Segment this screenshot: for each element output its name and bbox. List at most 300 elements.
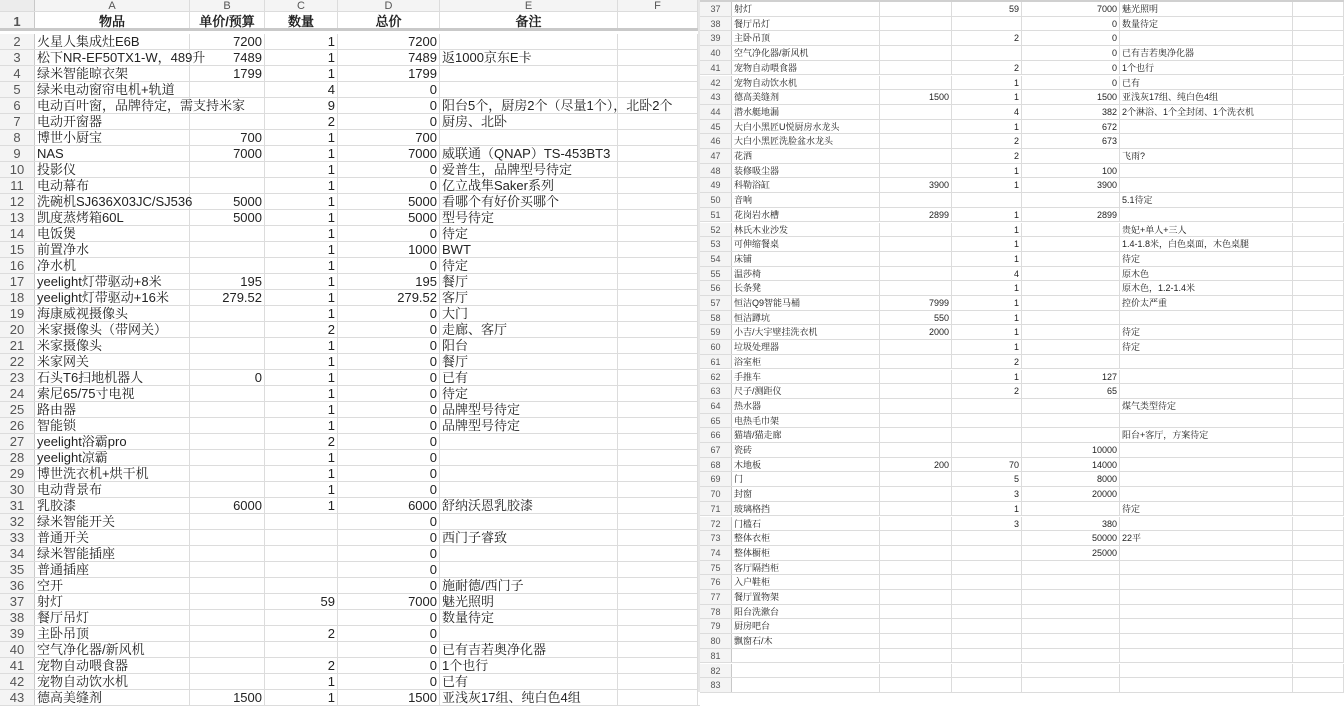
cell-f[interactable] — [618, 338, 698, 353]
cell-c[interactable]: 2 — [952, 31, 1022, 45]
row-header[interactable]: 21 — [0, 338, 35, 353]
cell-e[interactable]: 原木色 — [1120, 267, 1293, 281]
cell-e[interactable]: 餐厅 — [440, 354, 618, 369]
cell-b[interactable] — [190, 626, 265, 641]
cell-e[interactable]: 看哪个有好价买哪个 — [440, 194, 618, 209]
row-header[interactable]: 23 — [0, 370, 35, 385]
cell-b[interactable] — [190, 482, 265, 497]
cell-b[interactable] — [190, 578, 265, 593]
row-header[interactable]: 1 — [0, 12, 35, 28]
header-cell-c[interactable]: 数量 — [265, 12, 338, 28]
cell-f[interactable] — [1293, 17, 1344, 31]
cell-c[interactable]: 4 — [265, 82, 338, 97]
cell-b[interactable]: 5000 — [190, 210, 265, 225]
column-header-e[interactable]: E — [440, 0, 618, 11]
cell-c[interactable] — [952, 193, 1022, 207]
cell-c[interactable] — [952, 664, 1022, 678]
cell-b[interactable] — [880, 590, 952, 604]
cell-a[interactable]: 科勒浴缸 — [732, 178, 880, 192]
cell-c[interactable]: 1 — [265, 130, 338, 145]
cell-f[interactable] — [1293, 149, 1344, 163]
cell-d[interactable] — [1022, 296, 1120, 310]
cell-b[interactable]: 279.52 — [190, 290, 265, 305]
cell-c[interactable] — [265, 610, 338, 625]
cell-b[interactable]: 550 — [880, 311, 952, 325]
cell-c[interactable] — [952, 414, 1022, 428]
cell-a[interactable]: 门 — [732, 472, 880, 486]
cell-e[interactable]: 亿立战隼Saker系列 — [440, 178, 618, 193]
cell-d[interactable] — [1022, 561, 1120, 575]
cell-c[interactable] — [265, 530, 338, 545]
cell-f[interactable] — [1293, 340, 1344, 354]
cell-a[interactable]: 整体橱柜 — [732, 546, 880, 560]
cell-c[interactable]: 1 — [952, 325, 1022, 339]
cell-e[interactable]: 煤气类型待定 — [1120, 399, 1293, 413]
cell-b[interactable] — [880, 193, 952, 207]
cell-f[interactable] — [1293, 164, 1344, 178]
cell-f[interactable] — [1293, 634, 1344, 648]
row-header[interactable]: 68 — [700, 458, 732, 472]
cell-f[interactable] — [618, 242, 698, 257]
cell-f[interactable] — [618, 690, 698, 705]
cell-e[interactable]: 控价太严重 — [1120, 296, 1293, 310]
cell-f[interactable] — [1293, 561, 1344, 575]
cell-a[interactable]: 餐厅吊灯 — [732, 17, 880, 31]
cell-d[interactable]: 0 — [338, 162, 440, 177]
cell-c[interactable]: 2 — [952, 149, 1022, 163]
cell-d[interactable]: 700 — [338, 130, 440, 145]
cell-c[interactable] — [265, 562, 338, 577]
cell-c[interactable] — [952, 428, 1022, 442]
cell-a[interactable]: 乳胶漆 — [35, 498, 190, 513]
cell-b[interactable] — [190, 306, 265, 321]
cell-d[interactable]: 0 — [338, 642, 440, 657]
cell-f[interactable] — [618, 482, 698, 497]
cell-c[interactable]: 1 — [265, 178, 338, 193]
cell-e[interactable] — [1120, 619, 1293, 633]
cell-b[interactable] — [880, 546, 952, 560]
row-header[interactable]: 45 — [700, 120, 732, 134]
cell-d[interactable] — [1022, 575, 1120, 589]
cell-a[interactable]: 客厅隔挡柜 — [732, 561, 880, 575]
cell-d[interactable]: 0 — [338, 674, 440, 689]
cell-b[interactable]: 0 — [190, 370, 265, 385]
cell-a[interactable] — [732, 678, 880, 692]
cell-c[interactable] — [952, 46, 1022, 60]
cell-d[interactable]: 1500 — [1022, 90, 1120, 104]
row-header[interactable]: 71 — [700, 502, 732, 516]
cell-c[interactable]: 2 — [265, 114, 338, 129]
cell-d[interactable]: 0 — [338, 466, 440, 481]
cell-b[interactable] — [880, 472, 952, 486]
row-header[interactable]: 42 — [700, 76, 732, 90]
cell-e[interactable]: 阳台+客厅，方案待定 — [1120, 428, 1293, 442]
cell-f[interactable] — [1293, 90, 1344, 104]
row-header[interactable]: 10 — [0, 162, 35, 177]
cell-f[interactable] — [1293, 619, 1344, 633]
cell-f[interactable] — [618, 450, 698, 465]
cell-e[interactable] — [1120, 634, 1293, 648]
cell-b[interactable] — [880, 399, 952, 413]
cell-f[interactable] — [1293, 355, 1344, 369]
cell-b[interactable] — [880, 605, 952, 619]
cell-b[interactable] — [880, 237, 952, 251]
cell-b[interactable]: 700 — [190, 130, 265, 145]
cell-f[interactable] — [1293, 443, 1344, 457]
cell-a[interactable]: 整体衣柜 — [732, 531, 880, 545]
row-header[interactable]: 69 — [700, 472, 732, 486]
cell-e[interactable]: 5.1待定 — [1120, 193, 1293, 207]
cell-b[interactable] — [880, 428, 952, 442]
cell-b[interactable] — [880, 502, 952, 516]
cell-d[interactable]: 0 — [1022, 61, 1120, 75]
row-header[interactable]: 47 — [700, 149, 732, 163]
cell-a[interactable]: 普通插座 — [35, 562, 190, 577]
cell-a[interactable]: 大白小黑匠洗脸盆水龙头 — [732, 134, 880, 148]
cell-b[interactable]: 7489 — [190, 50, 265, 65]
row-header[interactable]: 22 — [0, 354, 35, 369]
cell-f[interactable] — [1293, 428, 1344, 442]
cell-d[interactable] — [1022, 149, 1120, 163]
cell-e[interactable] — [1120, 31, 1293, 45]
cell-a[interactable]: 封窗 — [732, 487, 880, 501]
right-sheet-pane[interactable] — [700, 0, 1344, 692]
cell-a[interactable]: 普通开关 — [35, 530, 190, 545]
column-header-a[interactable]: A — [35, 0, 190, 11]
row-header[interactable]: 4 — [0, 66, 35, 81]
cell-d[interactable]: 0 — [338, 338, 440, 353]
row-header[interactable]: 31 — [0, 498, 35, 513]
cell-b[interactable]: 7200 — [190, 34, 265, 49]
cell-e[interactable] — [440, 562, 618, 577]
cell-d[interactable]: 0 — [338, 418, 440, 433]
cell-f[interactable] — [1293, 399, 1344, 413]
cell-b[interactable] — [190, 642, 265, 657]
cell-c[interactable]: 1 — [265, 162, 338, 177]
cell-b[interactable] — [880, 664, 952, 678]
cell-d[interactable] — [1022, 502, 1120, 516]
cell-e[interactable]: 西门子睿致 — [440, 530, 618, 545]
cell-e[interactable] — [440, 482, 618, 497]
header-cell-b[interactable]: 单价/预算 — [190, 12, 265, 28]
row-header[interactable]: 59 — [700, 325, 732, 339]
cell-c[interactable]: 1 — [952, 76, 1022, 90]
cell-a[interactable]: 智能锁 — [35, 418, 190, 433]
cell-e[interactable]: 待定 — [1120, 340, 1293, 354]
cell-c[interactable] — [952, 575, 1022, 589]
cell-d[interactable] — [1022, 223, 1120, 237]
cell-a[interactable]: 温莎椅 — [732, 267, 880, 281]
cell-a[interactable]: 宠物自动饮水机 — [35, 674, 190, 689]
cell-b[interactable] — [880, 575, 952, 589]
cell-b[interactable]: 2899 — [880, 208, 952, 222]
cell-c[interactable]: 1 — [265, 418, 338, 433]
cell-f[interactable] — [1293, 502, 1344, 516]
cell-d[interactable] — [1022, 399, 1120, 413]
cell-b[interactable] — [190, 258, 265, 273]
cell-f[interactable] — [1293, 458, 1344, 472]
cell-e[interactable]: 走廊、客厅 — [440, 322, 618, 337]
cell-a[interactable]: 电动开窗器 — [35, 114, 190, 129]
cell-d[interactable] — [1022, 414, 1120, 428]
cell-c[interactable]: 1 — [265, 674, 338, 689]
row-header[interactable]: 24 — [0, 386, 35, 401]
cell-a[interactable]: 主卧吊顶 — [35, 626, 190, 641]
cell-d[interactable]: 0 — [338, 578, 440, 593]
cell-f[interactable] — [1293, 193, 1344, 207]
row-header[interactable]: 61 — [700, 355, 732, 369]
cell-e[interactable]: 魅光照明 — [440, 594, 618, 609]
cell-c[interactable]: 1 — [952, 237, 1022, 251]
cell-a[interactable]: yeelight灯带驱动+16米 — [35, 290, 190, 305]
row-header[interactable]: 72 — [700, 517, 732, 531]
row-header[interactable]: 15 — [0, 242, 35, 257]
cell-a[interactable]: 空气净化器/新风机 — [732, 46, 880, 60]
cell-f[interactable] — [1293, 531, 1344, 545]
cell-e[interactable]: 施耐德/西门子 — [440, 578, 618, 593]
cell-a[interactable]: yeelight灯带驱动+8米 — [35, 274, 190, 289]
cell-c[interactable]: 59 — [952, 2, 1022, 16]
cell-a[interactable]: 宠物自动喂食器 — [35, 658, 190, 673]
cell-a[interactable]: 餐厅置物架 — [732, 590, 880, 604]
cell-b[interactable]: 200 — [880, 458, 952, 472]
cell-c[interactable]: 1 — [265, 482, 338, 497]
cell-b[interactable]: 7000 — [190, 146, 265, 161]
cell-b[interactable] — [880, 223, 952, 237]
cell-f[interactable] — [1293, 517, 1344, 531]
cell-a[interactable]: 绿米智能开关 — [35, 514, 190, 529]
cell-d[interactable]: 0 — [338, 226, 440, 241]
cell-c[interactable] — [952, 17, 1022, 31]
cell-d[interactable] — [1022, 590, 1120, 604]
cell-c[interactable]: 1 — [265, 466, 338, 481]
cell-f[interactable] — [1293, 76, 1344, 90]
row-header[interactable]: 73 — [700, 531, 732, 545]
cell-d[interactable]: 10000 — [1022, 443, 1120, 457]
cell-c[interactable] — [265, 546, 338, 561]
cell-b[interactable] — [190, 530, 265, 545]
cell-e[interactable] — [1120, 370, 1293, 384]
cell-c[interactable]: 1 — [265, 290, 338, 305]
row-header[interactable]: 34 — [0, 546, 35, 561]
cell-b[interactable] — [880, 370, 952, 384]
cell-c[interactable] — [952, 590, 1022, 604]
cell-a[interactable]: 林氏木业沙发 — [732, 223, 880, 237]
cell-a[interactable]: 恒洁蹲坑 — [732, 311, 880, 325]
cell-a[interactable] — [732, 664, 880, 678]
cell-f[interactable] — [618, 434, 698, 449]
cell-d[interactable]: 382 — [1022, 105, 1120, 119]
row-header[interactable]: 42 — [0, 674, 35, 689]
cell-b[interactable] — [880, 17, 952, 31]
cell-a[interactable]: 门槛石 — [732, 517, 880, 531]
cell-f[interactable] — [1293, 649, 1344, 663]
cell-d[interactable]: 0 — [338, 178, 440, 193]
cell-c[interactable]: 1 — [952, 120, 1022, 134]
row-header[interactable]: 36 — [0, 578, 35, 593]
cell-f[interactable] — [618, 594, 698, 609]
cell-a[interactable]: 装修吸尘器 — [732, 164, 880, 178]
cell-a[interactable]: 小吉/大宇壁挂洗衣机 — [732, 325, 880, 339]
cell-a[interactable]: 可伸缩餐桌 — [732, 237, 880, 251]
cell-a[interactable]: 前置净水 — [35, 242, 190, 257]
cell-a[interactable]: 空开 — [35, 578, 190, 593]
cell-e[interactable]: 客厅 — [440, 290, 618, 305]
cell-d[interactable]: 0 — [1022, 46, 1120, 60]
cell-e[interactable]: 待定 — [440, 226, 618, 241]
row-header[interactable]: 65 — [700, 414, 732, 428]
row-header[interactable]: 30 — [0, 482, 35, 497]
cell-d[interactable] — [1022, 252, 1120, 266]
cell-b[interactable] — [880, 561, 952, 575]
cell-e[interactable] — [440, 626, 618, 641]
cell-a[interactable]: 宠物自动喂食器 — [732, 61, 880, 75]
row-header[interactable]: 76 — [700, 575, 732, 589]
cell-c[interactable]: 1 — [952, 223, 1022, 237]
header-cell-a[interactable]: 物品 — [35, 12, 190, 28]
cell-a[interactable]: 绿米智能插座 — [35, 546, 190, 561]
row-header[interactable]: 14 — [0, 226, 35, 241]
column-header-d[interactable]: D — [338, 0, 440, 11]
cell-f[interactable] — [1293, 678, 1344, 692]
cell-c[interactable]: 1 — [952, 296, 1022, 310]
cell-c[interactable]: 1 — [265, 354, 338, 369]
cell-e[interactable]: 2个淋浴、1个全封闭、1个洗衣机 — [1120, 105, 1293, 119]
row-header[interactable]: 13 — [0, 210, 35, 225]
cell-b[interactable] — [190, 114, 265, 129]
cell-c[interactable]: 1 — [265, 242, 338, 257]
cell-c[interactable]: 1 — [265, 402, 338, 417]
row-header[interactable]: 38 — [700, 17, 732, 31]
row-header[interactable]: 48 — [700, 164, 732, 178]
cell-c[interactable]: 1 — [265, 690, 338, 705]
cell-b[interactable] — [190, 322, 265, 337]
cell-a[interactable]: 海康威视摄像头 — [35, 306, 190, 321]
cell-d[interactable]: 7200 — [338, 34, 440, 49]
row-header[interactable]: 11 — [0, 178, 35, 193]
row-header[interactable]: 19 — [0, 306, 35, 321]
cell-c[interactable]: 1 — [265, 194, 338, 209]
cell-b[interactable] — [190, 450, 265, 465]
cell-b[interactable] — [190, 610, 265, 625]
cell-e[interactable]: 飞雨? — [1120, 149, 1293, 163]
cell-c[interactable]: 2 — [265, 434, 338, 449]
cell-b[interactable] — [190, 242, 265, 257]
cell-d[interactable]: 0 — [338, 530, 440, 545]
cell-e[interactable] — [1120, 443, 1293, 457]
cell-a[interactable]: 电动背景布 — [35, 482, 190, 497]
cell-e[interactable] — [1120, 546, 1293, 560]
cell-c[interactable]: 1 — [265, 338, 338, 353]
cell-a[interactable]: 餐厅吊灯 — [35, 610, 190, 625]
cell-c[interactable]: 1 — [265, 66, 338, 81]
cell-f[interactable] — [618, 146, 698, 161]
cell-e[interactable] — [440, 466, 618, 481]
cell-e[interactable]: 阳台 — [440, 338, 618, 353]
cell-f[interactable] — [618, 194, 698, 209]
cell-e[interactable] — [1120, 164, 1293, 178]
cell-c[interactable]: 1 — [265, 210, 338, 225]
cell-d[interactable] — [1022, 325, 1120, 339]
row-header[interactable]: 39 — [700, 31, 732, 45]
header-cell-e[interactable]: 备注 — [440, 12, 618, 28]
cell-e[interactable]: 待定 — [1120, 502, 1293, 516]
cell-f[interactable] — [1293, 590, 1344, 604]
cell-b[interactable]: 5000 — [190, 194, 265, 209]
cell-a[interactable]: 路由器 — [35, 402, 190, 417]
cell-e[interactable]: 1.4-1.8米，白色桌面，木色桌腿 — [1120, 237, 1293, 251]
row-header[interactable]: 74 — [700, 546, 732, 560]
row-header[interactable]: 18 — [0, 290, 35, 305]
cell-a[interactable]: 石头T6扫地机器人 — [35, 370, 190, 385]
row-header[interactable]: 66 — [700, 428, 732, 442]
cell-d[interactable] — [1022, 678, 1120, 692]
cell-c[interactable]: 1 — [265, 50, 338, 65]
cell-d[interactable]: 0 — [338, 482, 440, 497]
cell-f[interactable] — [618, 130, 698, 145]
cell-a[interactable]: 大白小黑匠U悦厨房水龙头 — [732, 120, 880, 134]
row-header[interactable]: 5 — [0, 82, 35, 97]
cell-d[interactable]: 8000 — [1022, 472, 1120, 486]
cell-e[interactable] — [1120, 472, 1293, 486]
cell-e[interactable] — [1120, 208, 1293, 222]
cell-e[interactable]: 型号待定 — [440, 210, 618, 225]
row-header[interactable]: 60 — [700, 340, 732, 354]
cell-d[interactable]: 7000 — [338, 594, 440, 609]
cell-f[interactable] — [1293, 252, 1344, 266]
cell-d[interactable]: 6000 — [338, 498, 440, 513]
cell-e[interactable] — [440, 514, 618, 529]
row-header[interactable]: 50 — [700, 193, 732, 207]
cell-e[interactable]: 魅光照明 — [1120, 2, 1293, 16]
cell-f[interactable] — [618, 418, 698, 433]
cell-d[interactable]: 0 — [338, 354, 440, 369]
cell-f[interactable] — [618, 178, 698, 193]
cell-e[interactable]: 待定 — [440, 386, 618, 401]
cell-a[interactable]: 音响 — [732, 193, 880, 207]
cell-e[interactable]: 1个也行 — [440, 658, 618, 673]
cell-a[interactable]: 德高美缝剂 — [35, 690, 190, 705]
cell-e[interactable]: 返1000京东E卡 — [440, 50, 618, 65]
cell-d[interactable]: 0 — [338, 434, 440, 449]
cell-d[interactable]: 14000 — [1022, 458, 1120, 472]
cell-b[interactable] — [880, 355, 952, 369]
cell-c[interactable]: 2 — [952, 61, 1022, 75]
cell-e[interactable] — [440, 434, 618, 449]
cell-b[interactable] — [880, 149, 952, 163]
cell-d[interactable]: 1000 — [338, 242, 440, 257]
cell-a[interactable]: 玻璃格挡 — [732, 502, 880, 516]
cell-b[interactable] — [880, 414, 952, 428]
cell-a[interactable]: 松下NR-EF50TX1-W，489升 — [37, 50, 206, 65]
cell-f[interactable] — [618, 610, 698, 625]
row-header[interactable]: 35 — [0, 562, 35, 577]
cell-d[interactable]: 0 — [338, 450, 440, 465]
cell-d[interactable]: 673 — [1022, 134, 1120, 148]
cell-d[interactable] — [1022, 619, 1120, 633]
cell-f[interactable] — [1293, 575, 1344, 589]
row-header[interactable]: 38 — [0, 610, 35, 625]
cell-f[interactable] — [1293, 134, 1344, 148]
cell-f[interactable] — [1293, 296, 1344, 310]
cell-f[interactable] — [618, 530, 698, 545]
cell-e[interactable] — [440, 34, 618, 49]
cell-b[interactable]: 1500 — [190, 690, 265, 705]
cell-c[interactable] — [952, 619, 1022, 633]
row-header[interactable]: 9 — [0, 146, 35, 161]
row-header[interactable]: 75 — [700, 561, 732, 575]
cell-e[interactable]: 阳台5个，厨房2个（尽量1个），北卧2个 — [442, 98, 673, 113]
